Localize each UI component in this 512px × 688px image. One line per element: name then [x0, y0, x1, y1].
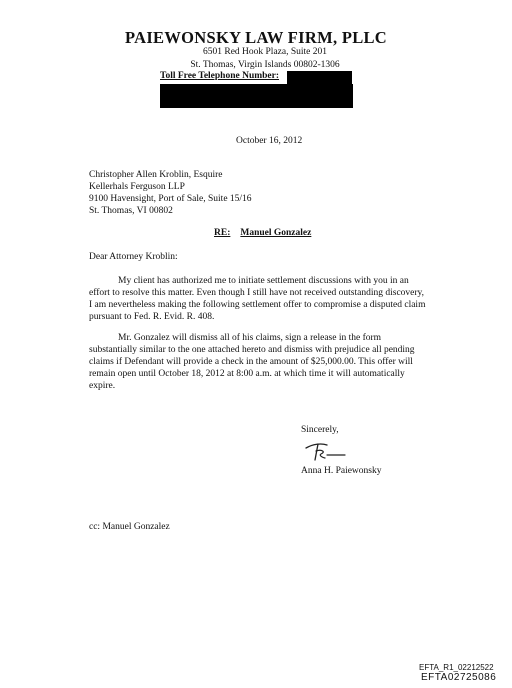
recipient-line: Christopher Allen Kroblin, Esquire: [89, 170, 223, 180]
recipient-line: St. Thomas, VI 00802: [89, 206, 173, 216]
closing: Sincerely,: [301, 425, 339, 435]
firm-name: PAIEWONSKY LAW FIRM, PLLC: [124, 28, 388, 47]
salutation: Dear Attorney Kroblin:: [89, 252, 178, 262]
re-subject: Manuel Gonzalez: [240, 228, 312, 238]
paragraph-line: My client has authorized me to initiate settlement discussions with you in an: [118, 276, 409, 286]
signature-icon: [303, 439, 363, 463]
recipient-line: Kellerhals Ferguson LLP: [89, 182, 185, 192]
paragraph-line: pursuant to Fed. R. Evid. R. 408.: [89, 312, 215, 322]
paragraph-line: Mr. Gonzalez will dismiss all of his claims, sign a release in the form: [118, 333, 382, 343]
paragraph-line: substantially similar to the one attached hereto and dismiss with prejudice all pending: [89, 345, 415, 355]
firm-address-line1: 6501 Red Hook Plaza, Suite 201: [202, 47, 327, 57]
redaction-box: [287, 71, 352, 84]
re-label: RE:: [214, 228, 231, 238]
bates-stamp-small: EFTA_R1_02212522: [419, 663, 494, 672]
paragraph-line: remain open until October 18, 2012 at 8:00 a.m. at which time it will automatically: [89, 369, 405, 379]
letter-date: October 16, 2012: [236, 136, 303, 146]
cc-line: cc: Manuel Gonzalez: [89, 522, 170, 532]
re-line: [214, 228, 311, 238]
firm-address-line2: St. Thomas, Virgin Islands 00802-1306: [190, 60, 340, 70]
toll-free-label: Toll Free Telephone Number:: [160, 71, 280, 81]
redaction-box: [160, 84, 353, 108]
signer-name: Anna H. Paiewonsky: [301, 466, 382, 476]
body-paragraph-1: [89, 275, 449, 323]
paragraph-line: effort to resolve this matter. Even though I still have not received outstanding discovery,: [89, 288, 425, 298]
paragraph-line: claims if Defendant will provide a check in the amount of $25,000.00. This offer will: [89, 357, 413, 367]
bates-stamp-large: EFTA02725086: [421, 672, 497, 683]
recipient-line: 9100 Havensight, Port of Sale, Suite 15/16: [89, 194, 252, 204]
body-paragraph-2: [89, 332, 449, 392]
paragraph-line: I am nevertheless making the following settlement offer to compromise a disputed claim: [89, 300, 426, 310]
paragraph-line: expire.: [89, 381, 116, 391]
